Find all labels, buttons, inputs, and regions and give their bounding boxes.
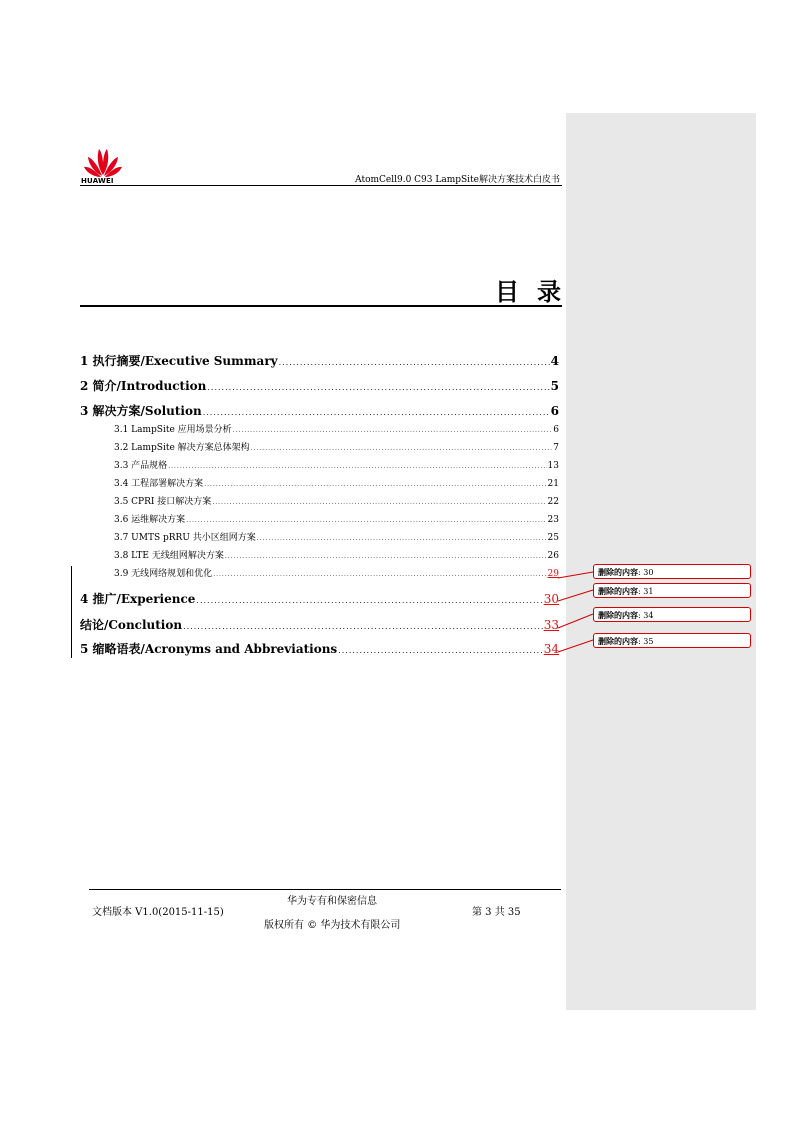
- toc-entry-title: 3.8 LTE 无线组网解决方案: [114, 551, 224, 561]
- toc-page-number: 23: [547, 515, 559, 525]
- logo-text: HUAWEI: [81, 177, 114, 185]
- footer-confidential: 华为专有和保密信息: [287, 896, 377, 907]
- toc-entry-title: 3.4 工程部署解决方案: [114, 479, 204, 489]
- toc-page-number: 6: [550, 404, 559, 418]
- comment-label: 删除的内容: [598, 637, 638, 646]
- comment-label: 删除的内容: [598, 587, 638, 596]
- toc-entry-title: 3.5 CPRI 接口解决方案: [114, 497, 212, 507]
- comment-balloon[interactable]: [593, 607, 751, 622]
- toc-entry-title: 3.9 无线网络规划和优化: [114, 569, 213, 579]
- toc-page-number: 7: [553, 443, 559, 453]
- toc-entry-title: 5 缩略语表/Acronyms and Abbreviations: [80, 642, 338, 656]
- toc-page-number: 30: [543, 592, 559, 606]
- footer-copyright: 版权所有 © 华为技术有限公司: [264, 920, 401, 931]
- comment-label: 删除的内容: [598, 611, 638, 620]
- comment-value: : 30: [638, 568, 654, 577]
- toc-page-number: 34: [543, 642, 559, 656]
- footer-divider: [89, 889, 561, 890]
- comment-value: : 35: [638, 637, 654, 646]
- toc-entry-title: 1 执行摘要/Executive Summary: [80, 354, 278, 368]
- toc-page-number: 25: [547, 533, 559, 543]
- comment-value: : 31: [638, 587, 654, 596]
- toc-entry-title: 3.1 LampSite 应用场景分析: [114, 425, 232, 435]
- comment-balloon[interactable]: [593, 583, 751, 598]
- footer-page-info: 第 3 共 35: [472, 907, 521, 918]
- toc-entry-title: 2 简介/Introduction: [80, 379, 207, 393]
- toc-entry-title: 3.7 UMTS pRRU 共小区组网方案: [114, 533, 256, 543]
- header-doc-title: AtomCell9.0 C93 LampSite解决方案技术白皮书: [355, 175, 560, 185]
- toc-page-number: 4: [550, 354, 559, 368]
- toc-page-number: 13: [547, 461, 559, 471]
- connector-line: [558, 640, 593, 652]
- connector-line: [558, 590, 593, 601]
- toc-page-number: 26: [547, 551, 559, 561]
- comment-value: : 34: [638, 611, 654, 620]
- comment-balloon[interactable]: [593, 633, 751, 648]
- toc-entry-title: 3.6 运维解决方案: [114, 515, 186, 525]
- toc-page-number: 22: [547, 497, 559, 507]
- toc-entry-title: 3.3 产品规格: [114, 461, 168, 471]
- footer-version: 文档版本 V1.0(2015-11-15): [92, 907, 224, 918]
- toc-entry-title: 4 推广/Experience: [80, 592, 196, 606]
- toc-page-number: 5: [550, 379, 559, 393]
- toc-page-number: 29: [547, 569, 559, 579]
- comment-label: 删除的内容: [598, 568, 638, 577]
- connector-line: [558, 614, 593, 628]
- toc-page-number: 21: [547, 479, 559, 489]
- toc-entry-title: 3 解决方案/Solution: [80, 404, 202, 418]
- comment-balloon[interactable]: [593, 564, 751, 579]
- toc-page-number: 33: [543, 618, 559, 632]
- connector-line: [558, 572, 593, 578]
- toc-page-number: 6: [553, 425, 559, 435]
- toc-entry-title: 结论/Conclution: [80, 618, 183, 632]
- page-title: 目录: [495, 278, 579, 306]
- toc-entry-title: 3.2 LampSite 解决方案总体架构: [114, 443, 250, 453]
